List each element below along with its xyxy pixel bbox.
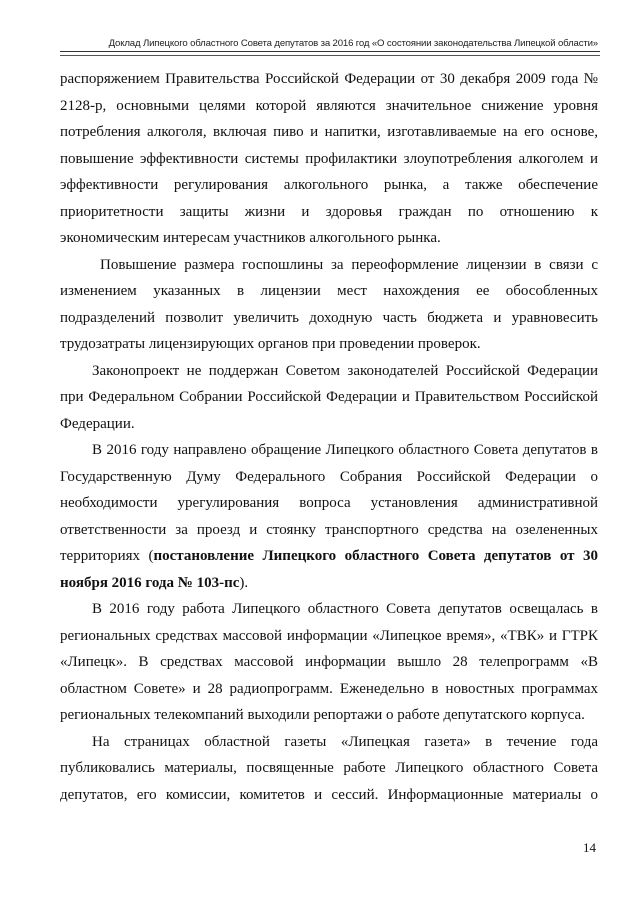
resolution-reference: постановление Липецкого областного Совета депутатов от 30 ноября 2016 года № 103-пс (60, 548, 598, 591)
paragraph-5: В 2016 году работа Липецкого областного Совета депутатов освещалась в региональных средствах массовой информации «Липецкое время», «ТВК» и ГТРК «Липецк». В средствах массовой информации вышло 28 телепрограмм «В областном Совете» и 28 радиопрограмм. Еженедельно в новостных программах региональных телекомпаний выходили репортажи о работе депутатского корпуса. (60, 601, 598, 723)
paragraph-3: Законопроект не поддержан Советом законодателей Российской Федерации при Федеральном Собрании Российской Федерации и Правительством Российской Федерации. (60, 362, 598, 432)
paragraph-4-text: В 2016 году направлено обращение Липецкого областного Совета депутатов в Государственную Думу Федерального Собрания Российской Федерации о необходимости урегулирования вопроса установления административной ответственности за проезд и стоянку транспортного средства на озелененных территориях ( (60, 442, 598, 564)
paragraph-4 (60, 437, 598, 596)
paragraph-1: распоряжением Правительства Российской Федерации от 30 декабря 2009 года № 2128-р, основными целями которой являются значительное снижение уровня потребления алкоголя, включая пиво и напитки, изготавливаемые на его основе, повышение эффективности системы профилактики злоупотребления алкоголем и эффективности регулирования алкогольного рынка, а также обеспечение приоритетности защиты жизни и здоровья граждан по отношению к экономическим интересам участников алкогольного рынка. (60, 71, 598, 246)
paragraph-2: Повышение размера госпошлины за переоформление лицензии в связи с изменением указанных в лицензии мест нахождения ее обособленных подразделений позволит увеличить доходную часть бюджета и уравновесить трудозатраты лицензирующих органов при проведении проверок. (60, 256, 598, 352)
document-body (60, 66, 598, 808)
running-header: Доклад Липецкого областного Совета депутатов за 2016 год «О состоянии законодательства Липецкой области» (108, 38, 598, 49)
paragraph-4-closing: ). (239, 574, 249, 591)
page-number: 14 (583, 840, 596, 855)
paragraph-6: На страницах областной газеты «Липецкая газета» в течение года публиковались материалы, посвященные работе Липецкого областного Совета депутатов, его комиссии, комитетов и сессий. Информационные материалы о (60, 733, 598, 803)
header-rule (60, 51, 600, 56)
